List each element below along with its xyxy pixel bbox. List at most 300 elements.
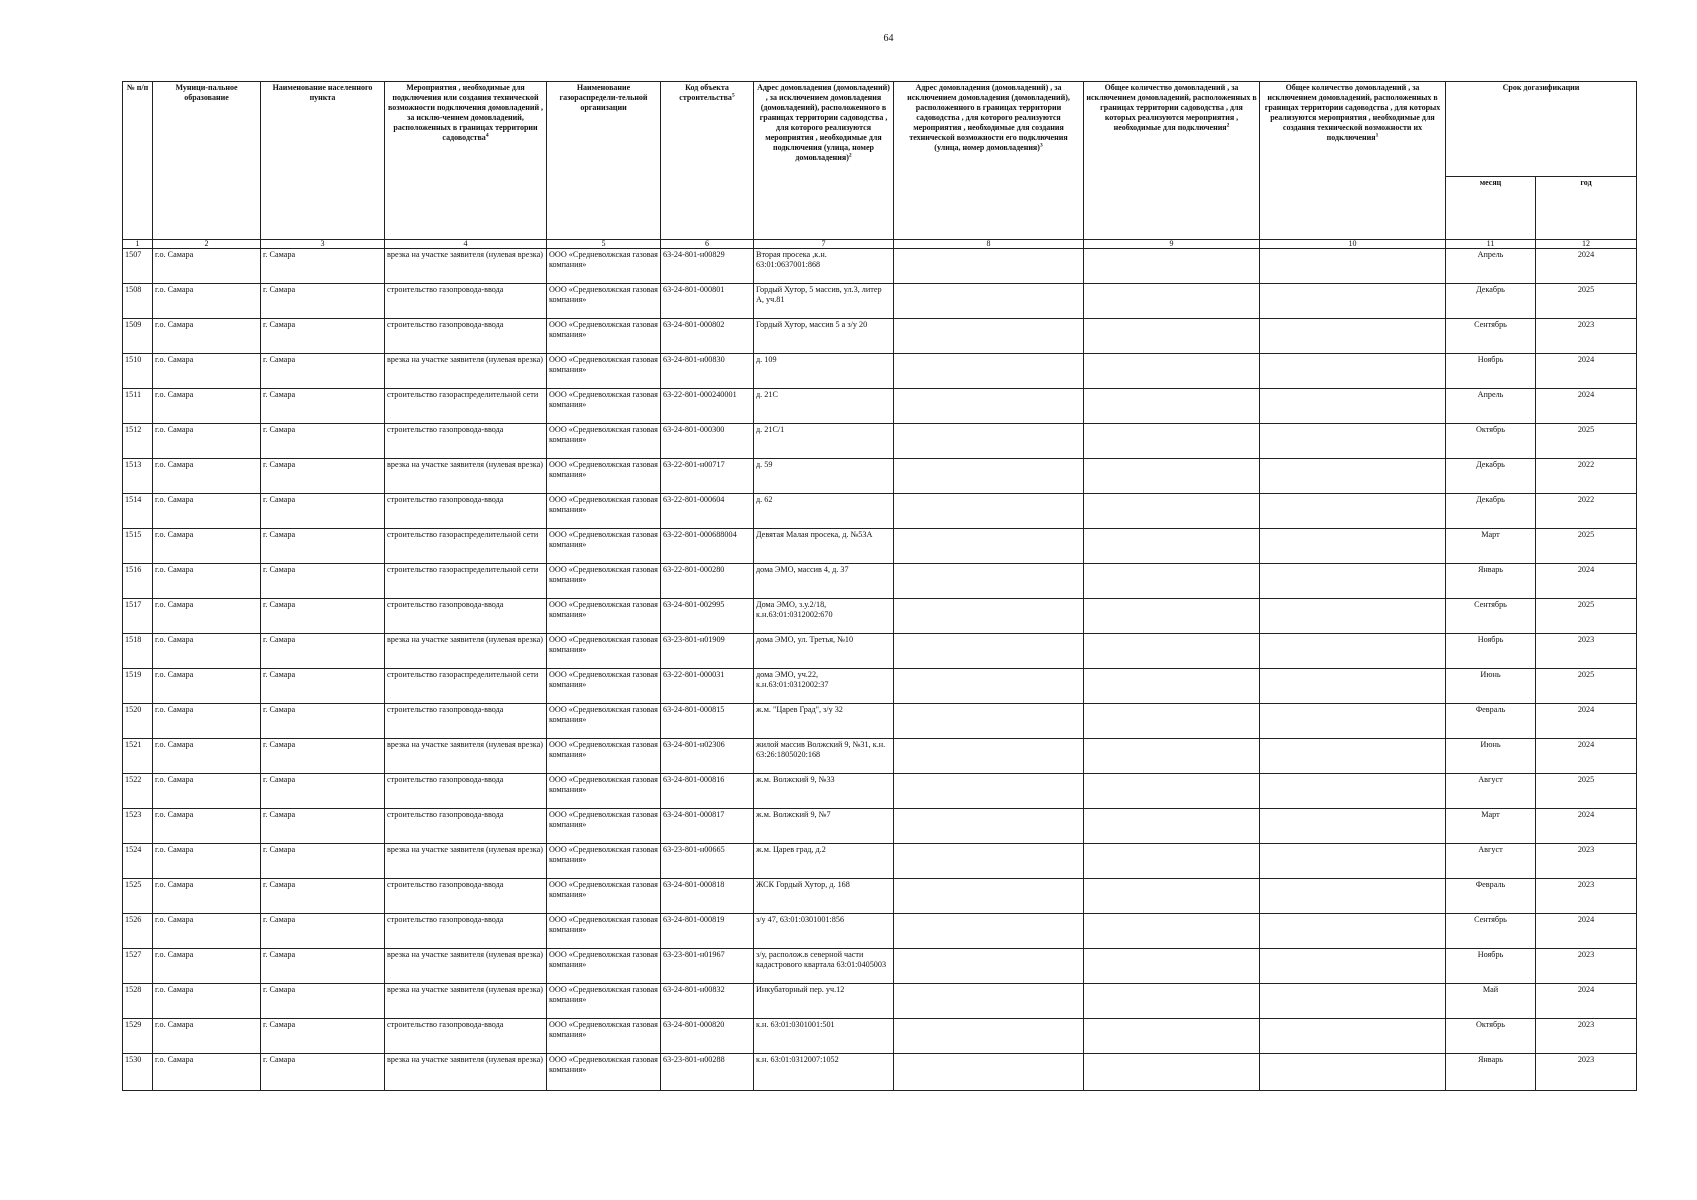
cell-municipality: г.о. Самара	[153, 389, 261, 424]
cell-activity: врезка на участке заявителя (нулевая врезка)	[385, 739, 547, 774]
cell-count-connection	[1084, 1019, 1260, 1054]
cell-municipality: г.о. Самара	[153, 669, 261, 704]
cell-month: Январь	[1446, 564, 1536, 599]
cell-settlement: г. Самара	[261, 564, 385, 599]
cell-settlement: г. Самара	[261, 949, 385, 984]
cell-month: Октябрь	[1446, 424, 1536, 459]
cell-year: 2023	[1536, 949, 1637, 984]
cell-object-code: 63-24-801-н02306	[661, 739, 754, 774]
cell-activity: строительство газораспределительной сети	[385, 529, 547, 564]
table-row	[123, 1054, 1637, 1091]
cell-month: Сентябрь	[1446, 319, 1536, 354]
cell-activity: врезка на участке заявителя (нулевая врезка)	[385, 249, 547, 284]
cell-activity: строительство газопровода-ввода	[385, 599, 547, 634]
cell-object-code: 63-23-801-н01967	[661, 949, 754, 984]
cell-organization: ООО «Средневолжская газовая компания»	[547, 879, 661, 914]
cell-count-technical	[1260, 844, 1446, 879]
cell-address-connection: д. 21С/1	[754, 424, 894, 459]
cell-count-technical	[1260, 564, 1446, 599]
cell-address-technical	[894, 949, 1084, 984]
cell-count-connection	[1084, 914, 1260, 949]
cell-activity: строительство газопровода-ввода	[385, 879, 547, 914]
cell-year: 2024	[1536, 809, 1637, 844]
cell-year: 2023	[1536, 1019, 1637, 1054]
cell-count-connection	[1084, 424, 1260, 459]
cell-count-connection	[1084, 494, 1260, 529]
cell-settlement: г. Самара	[261, 529, 385, 564]
cell-address-technical	[894, 809, 1084, 844]
table-row	[123, 984, 1637, 1019]
cell-address-connection: ж.м. Волжский 9, №7	[754, 809, 894, 844]
header-count-technical-footnote: 1	[1375, 132, 1379, 139]
cell-year: 2022	[1536, 459, 1637, 494]
cell-month: Январь	[1446, 1054, 1536, 1091]
header-address-connection-footnote: 2	[848, 152, 852, 159]
cell-count-technical	[1260, 914, 1446, 949]
cell-settlement: г. Самара	[261, 739, 385, 774]
cell-object-code: 63-22-801-н00717	[661, 459, 754, 494]
cell-count-technical	[1260, 669, 1446, 704]
cell-count-technical	[1260, 284, 1446, 319]
cell-year: 2024	[1536, 354, 1637, 389]
cell-activity: строительство газопровода-ввода	[385, 424, 547, 459]
cell-row-number: 1528	[123, 984, 153, 1019]
cell-settlement: г. Самара	[261, 704, 385, 739]
cell-count-technical	[1260, 809, 1446, 844]
header-address-technical-text: Адрес домовладения (домовладений) , за исключением домовладения (домовладений), расположенного в границах территории садоводства , для которого реализуются мероприятия , необходимые для создания технической возможности его подключения (улица, номер домовладения)	[907, 83, 1070, 152]
cell-month: Ноябрь	[1446, 634, 1536, 669]
cell-activity: врезка на участке заявителя (нулевая врезка)	[385, 459, 547, 494]
cell-object-code: 63-22-801-000688004	[661, 529, 754, 564]
table-row	[123, 669, 1637, 704]
header-deadline: Срок догазификации	[1446, 82, 1637, 177]
cell-address-connection: ж.м. Царев град, д.2	[754, 844, 894, 879]
cell-month: Июнь	[1446, 669, 1536, 704]
cell-activity: врезка на участке заявителя (нулевая врезка)	[385, 1054, 547, 1091]
cell-municipality: г.о. Самара	[153, 739, 261, 774]
cell-row-number: 1525	[123, 879, 153, 914]
table-row	[123, 949, 1637, 984]
cell-month: Октябрь	[1446, 1019, 1536, 1054]
table-row	[123, 1019, 1637, 1054]
cell-municipality: г.о. Самара	[153, 984, 261, 1019]
cell-count-technical	[1260, 599, 1446, 634]
table-row	[123, 844, 1637, 879]
cell-object-code: 63-24-801-000817	[661, 809, 754, 844]
table-row	[123, 424, 1637, 459]
cell-address-technical	[894, 634, 1084, 669]
cell-month: Август	[1446, 774, 1536, 809]
cell-municipality: г.о. Самара	[153, 459, 261, 494]
cell-organization: ООО «Средневолжская газовая компания»	[547, 949, 661, 984]
cell-count-technical	[1260, 949, 1446, 984]
cell-municipality: г.о. Самара	[153, 774, 261, 809]
cell-organization: ООО «Средневолжская газовая компания»	[547, 529, 661, 564]
cell-address-technical	[894, 494, 1084, 529]
cell-count-connection	[1084, 634, 1260, 669]
cell-municipality: г.о. Самара	[153, 529, 261, 564]
cell-object-code: 63-24-801-000300	[661, 424, 754, 459]
cell-municipality: г.о. Самара	[153, 914, 261, 949]
cell-address-connection: д. 59	[754, 459, 894, 494]
cell-address-technical	[894, 774, 1084, 809]
cell-row-number: 1524	[123, 844, 153, 879]
cell-count-connection	[1084, 739, 1260, 774]
cell-organization: ООО «Средневолжская газовая компания»	[547, 704, 661, 739]
table-row	[123, 704, 1637, 739]
table-row	[123, 599, 1637, 634]
cell-address-connection: Инкубаторный пер. уч.12	[754, 984, 894, 1019]
cell-count-connection	[1084, 389, 1260, 424]
cell-year: 2024	[1536, 564, 1637, 599]
cell-count-technical	[1260, 1054, 1446, 1091]
cell-month: Апрель	[1446, 389, 1536, 424]
cell-row-number: 1508	[123, 284, 153, 319]
cell-activity: строительство газопровода-ввода	[385, 284, 547, 319]
cell-count-connection	[1084, 564, 1260, 599]
cell-municipality: г.о. Самара	[153, 424, 261, 459]
cell-address-connection: д. 109	[754, 354, 894, 389]
cell-count-technical	[1260, 739, 1446, 774]
cell-count-connection	[1084, 809, 1260, 844]
cell-municipality: г.о. Самара	[153, 249, 261, 284]
cell-municipality: г.о. Самара	[153, 564, 261, 599]
cell-year: 2024	[1536, 984, 1637, 1019]
cell-address-connection: з/у, располож.в северной части кадастрового квартала 63:01:0405003	[754, 949, 894, 984]
cell-municipality: г.о. Самара	[153, 634, 261, 669]
header-number: № п/п	[123, 82, 153, 240]
cell-object-code: 63-24-801-н00832	[661, 984, 754, 1019]
cell-settlement: г. Самара	[261, 914, 385, 949]
cell-month: Март	[1446, 529, 1536, 564]
cell-organization: ООО «Средневолжская газовая компания»	[547, 354, 661, 389]
cell-activity: строительство газопровода-ввода	[385, 704, 547, 739]
cell-address-connection: дома ЭМО, массив 4, д. 37	[754, 564, 894, 599]
cell-address-connection: к.н. 63:01:0312007:1052	[754, 1054, 894, 1091]
cell-address-technical	[894, 704, 1084, 739]
cell-settlement: г. Самара	[261, 1019, 385, 1054]
cell-row-number: 1523	[123, 809, 153, 844]
cell-year: 2023	[1536, 844, 1637, 879]
cell-organization: ООО «Средневолжская газовая компания»	[547, 634, 661, 669]
cell-count-connection	[1084, 879, 1260, 914]
cell-year: 2023	[1536, 319, 1637, 354]
column-number: 7	[754, 240, 894, 249]
cell-address-technical	[894, 669, 1084, 704]
table-row	[123, 809, 1637, 844]
cell-year: 2025	[1536, 424, 1637, 459]
cell-row-number: 1522	[123, 774, 153, 809]
cell-row-number: 1520	[123, 704, 153, 739]
cell-month: Декабрь	[1446, 459, 1536, 494]
header-organization: Наименование газораспредели-тельной организации	[547, 82, 661, 240]
header-count-connection-footnote: 2	[1226, 122, 1230, 129]
cell-row-number: 1507	[123, 249, 153, 284]
header-object-code-footnote: 5	[731, 92, 735, 99]
cell-settlement: г. Самара	[261, 774, 385, 809]
cell-year: 2024	[1536, 249, 1637, 284]
cell-address-technical	[894, 389, 1084, 424]
cell-object-code: 63-23-801-н00665	[661, 844, 754, 879]
cell-settlement: г. Самара	[261, 249, 385, 284]
table-body	[123, 249, 1637, 1091]
cell-count-connection	[1084, 284, 1260, 319]
cell-municipality: г.о. Самара	[153, 319, 261, 354]
header-count-technical	[1260, 82, 1446, 240]
cell-organization: ООО «Средневолжская газовая компания»	[547, 389, 661, 424]
cell-count-technical	[1260, 354, 1446, 389]
cell-address-connection: ж.м. Волжский 9, №33	[754, 774, 894, 809]
cell-count-technical	[1260, 459, 1446, 494]
cell-activity: врезка на участке заявителя (нулевая врезка)	[385, 354, 547, 389]
column-number: 3	[261, 240, 385, 249]
cell-object-code: 63-24-801-000815	[661, 704, 754, 739]
cell-address-technical	[894, 879, 1084, 914]
cell-row-number: 1517	[123, 599, 153, 634]
cell-settlement: г. Самара	[261, 354, 385, 389]
cell-row-number: 1515	[123, 529, 153, 564]
cell-organization: ООО «Средневолжская газовая компания»	[547, 984, 661, 1019]
cell-settlement: г. Самара	[261, 844, 385, 879]
cell-month: Ноябрь	[1446, 354, 1536, 389]
cell-organization: ООО «Средневолжская газовая компания»	[547, 1019, 661, 1054]
header-count-connection-text: Общее количество домовладений , за исключением домовладений, расположенных в границах территории садоводства , для которых реализуются мероприятия , необходимые для подключения	[1086, 83, 1257, 132]
cell-activity: строительство газораспределительной сети	[385, 669, 547, 704]
cell-activity: строительство газопровода-ввода	[385, 319, 547, 354]
cell-object-code: 63-24-801-н00830	[661, 354, 754, 389]
cell-organization: ООО «Средневолжская газовая компания»	[547, 809, 661, 844]
cell-count-connection	[1084, 984, 1260, 1019]
column-number: 5	[547, 240, 661, 249]
cell-month: Сентябрь	[1446, 914, 1536, 949]
cell-address-connection: ЖСК Гордый Хутор, д. 168	[754, 879, 894, 914]
cell-object-code: 63-24-801-000820	[661, 1019, 754, 1054]
cell-object-code: 63-22-801-000031	[661, 669, 754, 704]
cell-row-number: 1521	[123, 739, 153, 774]
cell-settlement: г. Самара	[261, 669, 385, 704]
cell-object-code: 63-24-801-000801	[661, 284, 754, 319]
cell-year: 2025	[1536, 774, 1637, 809]
cell-address-connection: Гордый Хутор, 5 массив, ул.3, литер А, уч.81	[754, 284, 894, 319]
cell-month: Март	[1446, 809, 1536, 844]
cell-count-connection	[1084, 459, 1260, 494]
cell-organization: ООО «Средневолжская газовая компания»	[547, 669, 661, 704]
cell-row-number: 1527	[123, 949, 153, 984]
cell-address-technical	[894, 1054, 1084, 1091]
cell-address-connection: дома ЭМО, уч.22, к.н.63:01:0312002:37	[754, 669, 894, 704]
cell-settlement: г. Самара	[261, 389, 385, 424]
cell-count-technical	[1260, 1019, 1446, 1054]
cell-month: Май	[1446, 984, 1536, 1019]
table-row	[123, 319, 1637, 354]
cell-row-number: 1510	[123, 354, 153, 389]
cell-activity: врезка на участке заявителя (нулевая врезка)	[385, 949, 547, 984]
cell-year: 2023	[1536, 634, 1637, 669]
cell-count-technical	[1260, 634, 1446, 669]
cell-row-number: 1529	[123, 1019, 153, 1054]
column-number: 2	[153, 240, 261, 249]
cell-settlement: г. Самара	[261, 494, 385, 529]
header-activities-footnote: 4	[485, 132, 489, 139]
cell-year: 2023	[1536, 1054, 1637, 1091]
cell-settlement: г. Самара	[261, 424, 385, 459]
cell-object-code: 63-24-801-н00829	[661, 249, 754, 284]
column-number: 12	[1536, 240, 1637, 249]
cell-year: 2025	[1536, 599, 1637, 634]
cell-municipality: г.о. Самара	[153, 599, 261, 634]
cell-municipality: г.о. Самара	[153, 809, 261, 844]
cell-organization: ООО «Средневолжская газовая компания»	[547, 319, 661, 354]
table-row	[123, 354, 1637, 389]
cell-count-connection	[1084, 774, 1260, 809]
cell-count-connection	[1084, 704, 1260, 739]
cell-organization: ООО «Средневолжская газовая компания»	[547, 494, 661, 529]
cell-organization: ООО «Средневолжская газовая компания»	[547, 564, 661, 599]
header-municipality: Муници-пальное образование	[153, 82, 261, 240]
cell-organization: ООО «Средневолжская газовая компания»	[547, 459, 661, 494]
cell-address-technical	[894, 914, 1084, 949]
header-address-connection-text: Адрес домовладения (домовладений) , за исключением домовладения (домовладений), расположенного в границах территории садоводства , для которого реализуются мероприятия , необходимые для подключения (улица, номер домовладения)	[757, 83, 890, 162]
cell-settlement: г. Самара	[261, 599, 385, 634]
cell-address-technical	[894, 599, 1084, 634]
cell-object-code: 63-24-801-000818	[661, 879, 754, 914]
cell-activity: врезка на участке заявителя (нулевая врезка)	[385, 634, 547, 669]
cell-activity: строительство газораспределительной сети	[385, 389, 547, 424]
cell-year: 2024	[1536, 739, 1637, 774]
header-count-connection	[1084, 82, 1260, 240]
cell-address-technical	[894, 529, 1084, 564]
cell-count-connection	[1084, 669, 1260, 704]
cell-settlement: г. Самара	[261, 634, 385, 669]
cell-count-connection	[1084, 599, 1260, 634]
cell-municipality: г.о. Самара	[153, 879, 261, 914]
cell-address-technical	[894, 564, 1084, 599]
column-number: 1	[123, 240, 153, 249]
cell-settlement: г. Самара	[261, 284, 385, 319]
cell-municipality: г.о. Самара	[153, 494, 261, 529]
cell-object-code: 63-22-801-000280	[661, 564, 754, 599]
cell-count-technical	[1260, 984, 1446, 1019]
header-address-connection	[754, 82, 894, 240]
cell-row-number: 1514	[123, 494, 153, 529]
cell-count-connection	[1084, 949, 1260, 984]
column-number: 4	[385, 240, 547, 249]
cell-month: Апрель	[1446, 249, 1536, 284]
column-number-row	[123, 240, 1637, 249]
table-row	[123, 249, 1637, 284]
cell-year: 2023	[1536, 879, 1637, 914]
cell-address-connection: д. 21С	[754, 389, 894, 424]
header-settlement: Наименование населенного пункта	[261, 82, 385, 240]
table-row	[123, 529, 1637, 564]
cell-year: 2024	[1536, 914, 1637, 949]
table-row	[123, 459, 1637, 494]
cell-address-technical	[894, 319, 1084, 354]
cell-count-connection	[1084, 354, 1260, 389]
cell-month: Декабрь	[1446, 494, 1536, 529]
cell-month: Август	[1446, 844, 1536, 879]
cell-object-code: 63-24-801-000802	[661, 319, 754, 354]
cell-row-number: 1512	[123, 424, 153, 459]
cell-activity: строительство газопровода-ввода	[385, 809, 547, 844]
cell-row-number: 1526	[123, 914, 153, 949]
cell-address-connection: Дома ЭМО, з.у.2/18, к.н.63:01:0312002:670	[754, 599, 894, 634]
cell-row-number: 1509	[123, 319, 153, 354]
cell-settlement: г. Самара	[261, 984, 385, 1019]
cell-address-connection: Вторая просека ,к.н. 63:01:0637001:868	[754, 249, 894, 284]
cell-object-code: 63-24-801-002995	[661, 599, 754, 634]
cell-row-number: 1513	[123, 459, 153, 494]
cell-organization: ООО «Средневолжская газовая компания»	[547, 914, 661, 949]
cell-object-code: 63-23-801-н00288	[661, 1054, 754, 1091]
cell-month: Февраль	[1446, 704, 1536, 739]
cell-municipality: г.о. Самара	[153, 354, 261, 389]
cell-address-technical	[894, 424, 1084, 459]
cell-organization: ООО «Средневолжская газовая компания»	[547, 774, 661, 809]
cell-count-connection	[1084, 844, 1260, 879]
gasification-table	[122, 81, 1637, 1091]
cell-organization: ООО «Средневолжская газовая компания»	[547, 284, 661, 319]
table-row	[123, 284, 1637, 319]
cell-municipality: г.о. Самара	[153, 704, 261, 739]
cell-address-connection: ж.м. "Царев Град", з/у 32	[754, 704, 894, 739]
cell-count-technical	[1260, 529, 1446, 564]
cell-activity: врезка на участке заявителя (нулевая врезка)	[385, 984, 547, 1019]
cell-organization: ООО «Средневолжская газовая компания»	[547, 739, 661, 774]
cell-activity: строительство газопровода-ввода	[385, 914, 547, 949]
cell-count-connection	[1084, 319, 1260, 354]
header-year: год	[1536, 177, 1637, 240]
header-address-technical-footnote: 3	[1039, 142, 1043, 149]
cell-month: Сентябрь	[1446, 599, 1536, 634]
cell-settlement: г. Самара	[261, 319, 385, 354]
cell-year: 2025	[1536, 284, 1637, 319]
cell-address-connection: жилой массив Волжский 9, №31, к.н. 63:26:1805020:168	[754, 739, 894, 774]
column-number: 11	[1446, 240, 1536, 249]
cell-municipality: г.о. Самара	[153, 949, 261, 984]
cell-count-technical	[1260, 389, 1446, 424]
table-row	[123, 389, 1637, 424]
cell-address-connection: к.н. 63:01:0301001:501	[754, 1019, 894, 1054]
cell-object-code: 63-24-801-000816	[661, 774, 754, 809]
cell-address-connection: Девятая Малая просека, д. №53А	[754, 529, 894, 564]
cell-month: Февраль	[1446, 879, 1536, 914]
cell-address-technical	[894, 1019, 1084, 1054]
cell-row-number: 1511	[123, 389, 153, 424]
cell-object-code: 63-24-801-000819	[661, 914, 754, 949]
cell-year: 2022	[1536, 494, 1637, 529]
cell-row-number: 1519	[123, 669, 153, 704]
header-month: месяц	[1446, 177, 1536, 240]
cell-organization: ООО «Средневолжская газовая компания»	[547, 1054, 661, 1091]
cell-month: Декабрь	[1446, 284, 1536, 319]
cell-settlement: г. Самара	[261, 809, 385, 844]
cell-count-technical	[1260, 249, 1446, 284]
cell-address-technical	[894, 249, 1084, 284]
cell-organization: ООО «Средневолжская газовая компания»	[547, 599, 661, 634]
cell-municipality: г.о. Самара	[153, 844, 261, 879]
cell-municipality: г.о. Самара	[153, 1019, 261, 1054]
table-row	[123, 564, 1637, 599]
cell-activity: строительство газопровода-ввода	[385, 774, 547, 809]
cell-row-number: 1518	[123, 634, 153, 669]
header-object-code-text: Код объекта строительства	[679, 83, 732, 102]
column-number: 6	[661, 240, 754, 249]
cell-organization: ООО «Средневолжская газовая компания»	[547, 844, 661, 879]
page-number: 64	[883, 33, 894, 44]
cell-activity: врезка на участке заявителя (нулевая врезка)	[385, 844, 547, 879]
cell-address-connection: д. 62	[754, 494, 894, 529]
